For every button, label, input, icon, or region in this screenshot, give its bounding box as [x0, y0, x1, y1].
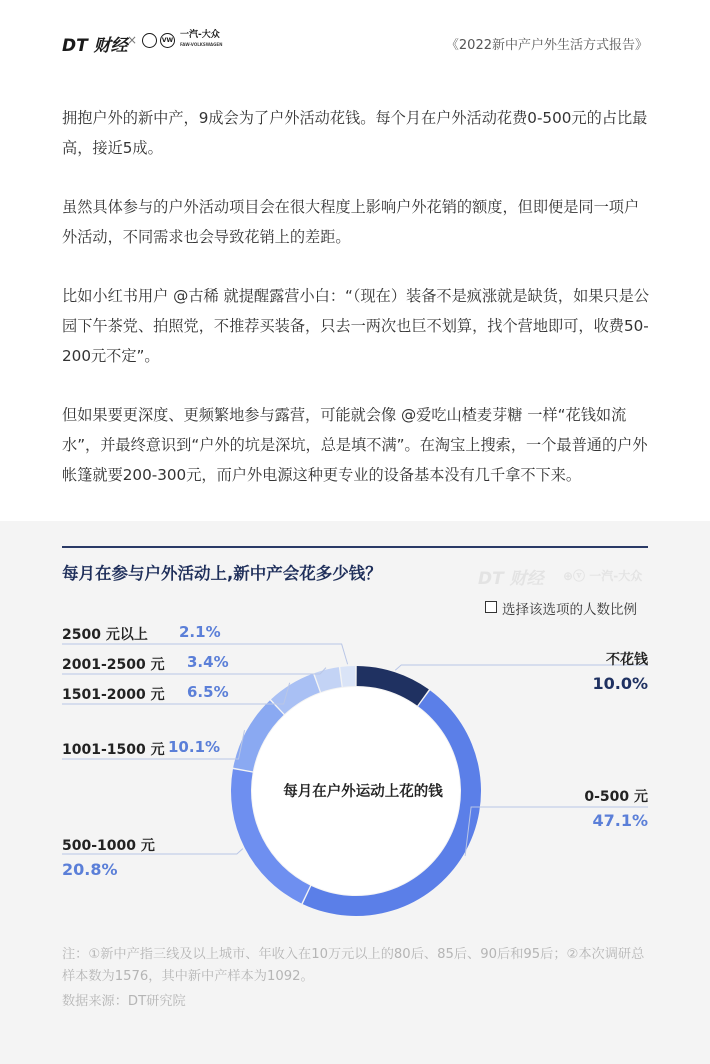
slice-label-1501-2000: 1501-2000 元	[62, 687, 165, 703]
data-source: 数据来源：DT研究院	[62, 994, 186, 1009]
slice-label-1001-1500: 1001-1500 元	[62, 742, 165, 758]
slice-label-2500-plus: 2500 元以上	[62, 627, 148, 643]
article-paragraph: 比如小红书用户 @古稀 就提醒露营小白：“（现在）装备不是疯涨就是缺货，如果只是公园下午茶党、拍照党，不推荐买装备，只去一两次也巨不划算，找个营地即可，收费50-200元不定”。	[62, 287, 650, 365]
slice-value-2001-2500: 3.4%	[187, 653, 229, 671]
slice-value-500-1000: 20.8%	[62, 860, 118, 879]
slice-value-0-500: 47.1%	[592, 811, 648, 830]
slice-label-2001-2500: 2001-2500 元	[62, 657, 165, 673]
chart-title: 每月在参与户外活动上,新中产会花多少钱？	[62, 564, 382, 583]
page-header	[0, 0, 710, 80]
vw-emblem-icon: VW	[160, 33, 175, 48]
slice-label-500-1000: 500-1000 元	[62, 838, 155, 854]
faw-emblem-icon	[142, 33, 157, 48]
article-paragraph: 虽然具体参与的户外活动项目会在很大程度上影响户外花销的额度，但即便是同一项户外活动，不同需求也会导致花销上的差距。	[62, 198, 640, 246]
logo-separator: ×	[127, 33, 138, 47]
slice-value-2500-plus: 2.1%	[179, 623, 221, 641]
dt-logo: DT 财经	[62, 36, 128, 56]
watermark-vw-logo: ⊕ⓥ 一汽-大众	[563, 569, 643, 583]
article-body	[62, 103, 652, 519]
slice-2001-2500	[314, 667, 341, 692]
slice-label-none: 不花钱	[606, 652, 648, 668]
slice-2500-plus	[340, 666, 355, 687]
slice-value-1501-2000: 6.5%	[187, 683, 229, 701]
slice-value-none: 10.0%	[592, 674, 648, 693]
legend-label: 选择该选项的人数比例	[502, 602, 637, 618]
slice-value-1001-1500: 10.1%	[168, 738, 221, 756]
article-paragraph: 拥抱户外的新中产，9成会为了户外活动花钱。每个月在户外活动花费0-500元的占比最高，接近5成。	[62, 109, 648, 157]
footnote: 注：①新中产指三线及以上城市、年收入在10万元以上的80后、85后、90后和95后；②本次调研总样本数为1576，其中新中产样本为1092。	[62, 947, 645, 984]
slice-label-0-500: 0-500 元	[584, 789, 648, 805]
report-title: 《2022新中产户外生活方式报告》	[445, 38, 648, 53]
faw-vw-logo	[142, 31, 222, 49]
donut-center-label: 每月在户外运动上花的钱	[283, 784, 443, 800]
faw-vw-text: 一汽-大众 FAW-VOLKSWAGEN	[180, 30, 223, 47]
watermark-dt-logo: DT 财经	[478, 569, 544, 589]
article-paragraph: 但如果要更深度、更频繁地参与露营，可能就会像 @爱吃山楂麦芽糖 一样“花钱如流水”，并最终意识到“户外的坑是深坑，总是填不满”。在淘宝上搜索，一个最普通的户外帐篷就要200-300元，而户外电源这种更专业的设备基本没有几千拿不下来。	[62, 406, 648, 484]
